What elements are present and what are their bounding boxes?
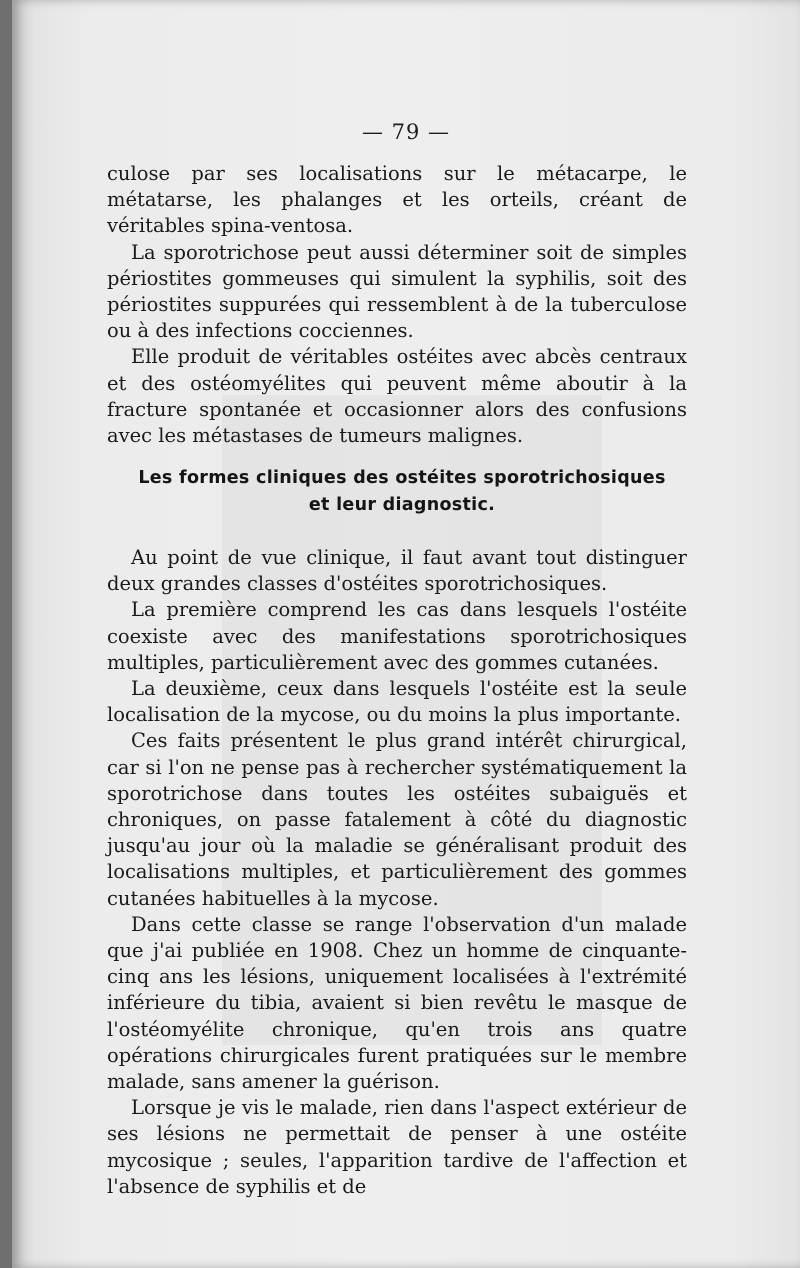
text-block-top — [107, 161, 687, 449]
paragraph: Lorsque je vis le malade, rien dans l'aspect extérieur de ses lésions ne permettait de penser à une ostéite mycosique ; seules, l'apparition tardive de l'affection et l'absence de syphilis et de — [107, 1096, 687, 1198]
paragraph: La sporotrichose peut aussi déterminer soit de simples périostites gommeuses qui simulent la syphilis, soit des périostites suppurées qui ressemblent à de la tuberculose ou à des infections cocciennes. — [107, 240, 687, 343]
heading-line: Les formes cliniques des ostéites sporotrichosiques — [138, 468, 666, 488]
paragraph: Au point de vue clinique, il faut avant tout distinguer deux grandes classes d'ostéites sporotrichosiques. — [107, 546, 687, 596]
paragraph: Dans cette classe se range l'observation d'un malade que j'ai publiée en 1908. Chez un homme de cinquante-cinq ans les lésions, uniquement localisées à l'extrémité inférieure du tibia, avaient si bien revêtu le masque de l'ostéomyélite chronique, qu'en trois ans quatre opérations chirurgicales furent pratiquées sur le membre malade, sans amener la guérison. — [107, 912, 687, 1094]
paragraph: Elle produit de véritables ostéites avec abcès centraux et des ostéomyélites qui peuvent même aboutir à la fracture spontanée et occasionner alors des confusions avec les métastases de tumeurs malignes. — [107, 345, 687, 448]
paragraph: culose par ses localisations sur le métacarpe, le métatarse, les phalanges et les orteils, créant de véritables spina-ventosa. — [107, 162, 687, 238]
page-number: — 79 — — [361, 120, 451, 144]
paragraph: La deuxième, ceux dans lesquels l'ostéite est la seule localisation de la mycose, ou du moins la plus importante. — [107, 677, 687, 727]
book-page — [12, 0, 800, 1268]
paragraph: La première comprend les cas dans lesquels l'ostéite coexiste avec des manifestations sporotrichosiques multiples, particulièrement avec des gommes cutanées. — [107, 598, 687, 674]
paragraph: Ces faits présentent le plus grand intérêt chirurgical, car si l'on ne pense pas à rechercher systématiquement la sporotrichose dans toutes les ostéites subaiguës et chroniques, on passe fatalement à côté du diagnostic jusqu'au jour où la maladie se généralisant produit des localisations multiples, et particulièrement des gommes cutanées habituelles à la mycose. — [107, 729, 687, 910]
text-block-bottom — [107, 545, 687, 1200]
section-heading — [107, 465, 697, 519]
heading-line: et leur diagnostic. — [308, 495, 496, 515]
